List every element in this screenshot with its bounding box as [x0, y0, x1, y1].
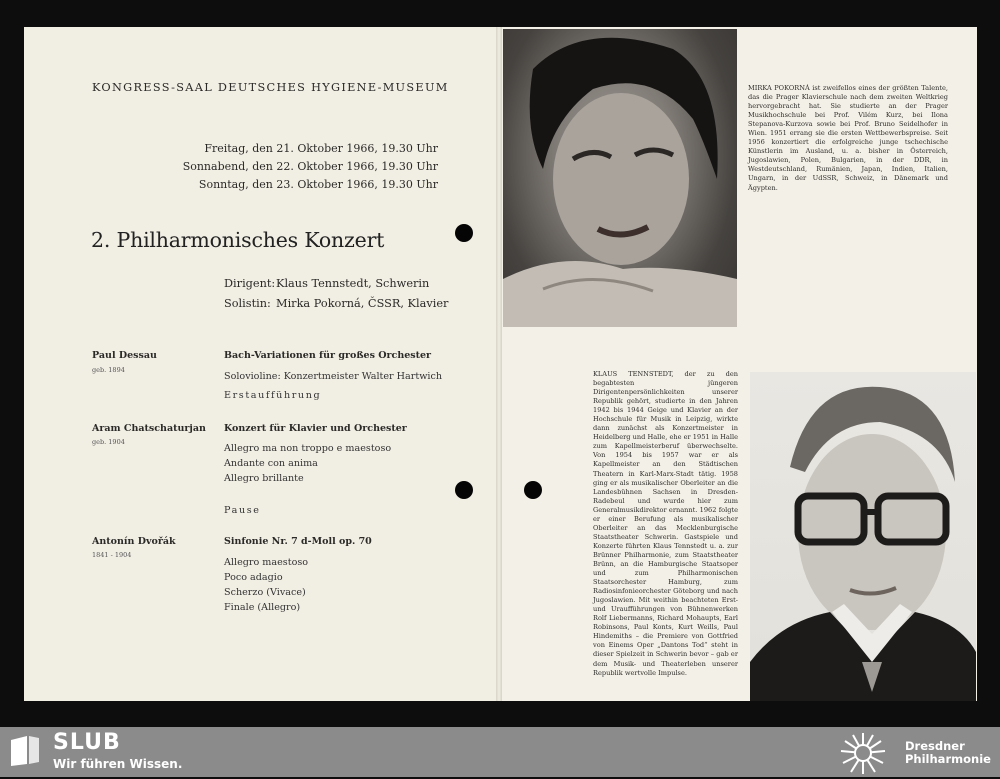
- work-dessau: Bach-Variationen für großes Orchester: [224, 350, 432, 361]
- movement-line: Andante con anima: [224, 458, 318, 469]
- composer-chatschaturjan-life: geb. 1904: [92, 438, 125, 446]
- soloist-name: Mirka Pokorná, ČSSR, Klavier: [276, 297, 449, 310]
- slub-tagline: Wir führen Wissen.: [53, 757, 183, 771]
- page-spine: [496, 27, 502, 701]
- photo-klaus-tennstedt: [750, 372, 976, 701]
- movement-line: Finale (Allegro): [224, 602, 301, 613]
- composer-dvorak-life: 1841 - 1904: [92, 551, 132, 559]
- dresdner-philharmonie-logo-icon: [838, 731, 888, 775]
- work-dessau-premiere: Erstaufführung: [224, 390, 322, 401]
- movement-line: Scherzo (Vivace): [224, 587, 306, 598]
- movement-line: Allegro brillante: [224, 473, 304, 484]
- slub-logo-icon: [9, 734, 41, 768]
- concert-dates: [183, 140, 438, 194]
- pause-label: Pause: [224, 505, 261, 516]
- slub-title: SLUB: [53, 730, 121, 755]
- bio-mirka-pokorna: MIRKA POKORNÁ ist zweifellos eines der größten Talente, das die Prager Klavierschule nach dem zweiten Weltkrieg hervorgebracht hat. Sie studierte an der Prager Musikhochschule bei Prof. Vilém Kurz, bei Ilona Stepanova-Kurzova sowie bei Prof. Bruno Seidelhofer in Wien. 1951 errang sie die ersten Wettbewerbspreise. Seit 1956 konzertiert die erfolgreiche junge tschechische Künstlerin im Ausland, u. a. bisher in Österreich, Jugoslawien, Polen, Bulgarien, in der DDR, in Westdeutschland, Rumänien, Japan, Indien, Italien, Ungarn, in der UdSSR, Schweiz, in Dänemark und Ägypten.: [748, 84, 948, 192]
- performer-roles: [224, 274, 275, 314]
- dp-name-line-2: Philharmonie: [905, 752, 991, 766]
- soloist-role: Solistin:: [224, 297, 271, 310]
- dresdner-philharmonie-name: [905, 740, 991, 766]
- composer-dvorak: Antonín Dvořák: [92, 536, 176, 547]
- conductor-role: Dirigent:: [224, 277, 276, 290]
- composer-chatschaturjan: Aram Chatschaturjan: [92, 423, 206, 434]
- bio-klaus-tennstedt: KLAUS TENNSTEDT, der zu den begabtesten jüngeren Dirigentenpersönlichkeiten unserer Republik gehört, studierte in den Jahren 1942 bis 1944 Geige und Klavier an der Hochschule für Musik in Leipzig, wirkte dann zunächst als Konzertmeister in Heidelberg und Halle, ehe er 1951 in Halle zum Kapellmeisterberuf überwechselte. Von 1954 bis 1957 war er als Kapellmeister an den Städtischen Theatern in Karl-Marx-Stadt tätig. 1958 ging er als musikalischer Oberleiter an die Landesbühnen Sachsen in Dresden-Radebeul und wurde hier zum Generalmusikdirektor ernannt. 1962 folgte er einer Berufung als musikalischer Oberleiter an das Mecklenburgische Staatstheater Schwerin. Gastspiele und Konzerte führten Klaus Tennstedt u. a. zur Brünner Philharmonie, zum Staatstheater Brünn, an die Hamburgische Staatsoper und zum Philharmonischen Staatsorchester Hamburg, zum Radiosinfonieorchester Göteborg und nach Jugoslawien. Mit weithin beachteten Erst- und Uraufführungen von Bühnenwerken Rolf Liebermanns, Richard Mohaupts, Earl Robinsons, Paul Konts, Kurt Weills, Paul Hindemiths – die Premiere von Gottfried von Einems Oper „Dantons Tod“ steht in dieser Spielzeit in Schwerin bevor – gab er dem Musik- und Theaterleben unserer Republik wertvolle Impulse.: [593, 370, 738, 677]
- venue-heading: KONGRESS-SAAL DEUTSCHES HYGIENE-MUSEUM: [92, 81, 449, 94]
- punch-hole: [455, 224, 473, 242]
- date-line-2: Sonnabend, den 22. Oktober 1966, 19.30 Uhr: [182, 160, 438, 173]
- date-line-3: Sonntag, den 23. Oktober 1966, 19.30 Uhr: [198, 178, 438, 191]
- work-chatschaturjan: Konzert für Klavier und Orchester: [224, 423, 407, 434]
- movement-line: Poco adagio: [224, 572, 283, 583]
- work-dvorak: Sinfonie Nr. 7 d-Moll op. 70: [224, 536, 372, 547]
- composer-dessau: Paul Dessau: [92, 350, 157, 361]
- punch-hole: [455, 481, 473, 499]
- photo-mirka-pokorna: [503, 29, 737, 327]
- movement-line: Allegro ma non troppo e maestoso: [224, 443, 392, 454]
- punch-hole: [524, 481, 542, 499]
- dp-name-line-1: Dresdner: [905, 739, 965, 753]
- performer-names: [276, 274, 448, 314]
- composer-dessau-life: geb. 1894: [92, 366, 125, 374]
- conductor-name: Klaus Tennstedt, Schwerin: [276, 277, 430, 290]
- work-dessau-soloist: Solovioline: Konzertmeister Walter Hartwich: [224, 371, 443, 382]
- concert-title: 2. Philharmonisches Konzert: [91, 228, 385, 252]
- movement-line: Allegro maestoso: [224, 557, 309, 568]
- date-line-1: Freitag, den 21. Oktober 1966, 19.30 Uhr: [204, 142, 438, 155]
